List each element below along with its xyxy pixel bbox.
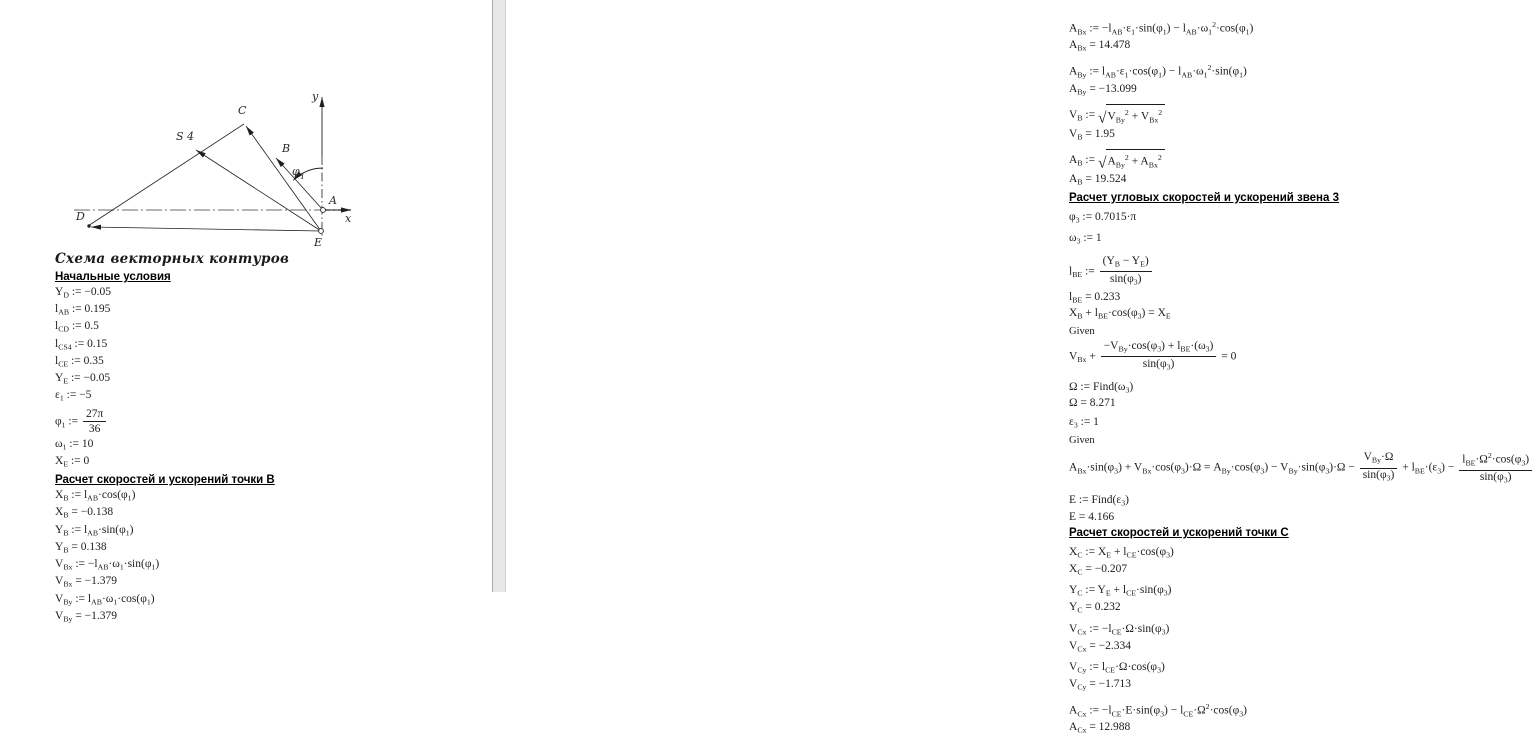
math-region[interactable]: $V_{Cy} = -1.713$ [1069, 678, 1132, 692]
x-axis-label: x [345, 212, 352, 225]
math-region[interactable]: $V_{By}$ := $l_{AB}\cdot\omega_1\cdot\cos(\varphi_1)$ [55, 592, 155, 607]
math-region[interactable]: $Y_D$ := −0.05 [55, 286, 112, 300]
section-header[interactable]: Начальные условия [55, 271, 171, 283]
y-axis-label: y [312, 90, 319, 103]
math-region[interactable]: Ω := $Find(\omega_3)$ [1069, 380, 1134, 395]
math-region[interactable]: $Y_B$ := $l_{AB}\cdot\sin(\varphi_1)$ [55, 523, 134, 538]
math-region[interactable]: $l_{BE} = 0.233$ [1069, 290, 1121, 305]
point-s4-label: S 4 [176, 130, 195, 143]
diagram-caption: Схема векторных контуров [55, 251, 290, 267]
math-region[interactable]: $l_{CD}$ := 0.5 [55, 320, 99, 335]
math-region[interactable]: $V_{Cx} = -2.334$ [1069, 639, 1132, 654]
math-region[interactable]: $V_{By} = -1.379$ [55, 609, 118, 624]
solve-block-keyword[interactable]: Given [1069, 434, 1095, 446]
phi1-label: φ [292, 165, 300, 178]
math-region[interactable]: $X_B = -0.138$ [55, 506, 114, 521]
phi1-subscript-label: 1 [300, 172, 306, 181]
math-region[interactable]: $l_{BE}$ := $\frac{(Y_B - Y_E)}{\sin(\varphi_3)}$ [1069, 254, 1503, 289]
math-region[interactable]: $V_{Bx}$ + $\frac{-V_{By}\cdot\cos(\varphi_3) + l_{BE}\cdot(\omega_3)}{\sin(\varphi_3)}$ = 0 [1069, 340, 1237, 372]
right-page [506, 0, 1530, 735]
math-region[interactable]: $Y_B = 0.138$ [55, 540, 107, 555]
math-region[interactable]: E = 4.166 [1069, 510, 1115, 523]
section-header[interactable]: Расчет угловых скоростей и ускорений звена 3 [1069, 191, 1339, 204]
joint-e-circle [319, 229, 324, 234]
math-region[interactable]: $V_{Bx}$ := $-l_{AB}\cdot\omega_1\cdot\sin(\varphi_1)$ [55, 558, 160, 572]
math-region[interactable]: $V_B = 1.95$ [1069, 127, 1115, 142]
math-region[interactable]: $l_{AB}$ := 0.195 [55, 303, 111, 317]
left-math-column [55, 268, 485, 627]
vector-es4-line [196, 150, 321, 231]
math-region[interactable]: $\varepsilon_3$ := 1 [1069, 416, 1099, 430]
right-math-column [1069, 12, 1530, 738]
math-region[interactable]: $\varphi_1$ := $\frac{27\pi}{36}$ [55, 407, 485, 437]
mechanism-diagram [52, 86, 372, 258]
diagram-svg [52, 86, 372, 258]
math-region[interactable]: E := $Find(\varepsilon_3)$ [1069, 494, 1129, 508]
math-region[interactable]: $Y_C = 0.232$ [1069, 601, 1121, 615]
joint-a-circle [321, 208, 326, 213]
left-page [0, 0, 492, 624]
math-region[interactable]: $V_B$ := $√V_{By}^2 + V_{Bx}^2$ [1069, 104, 1503, 126]
math-region[interactable]: $A_{Bx}\cdot\sin(\varphi_3) + V_{Bx}\cdot\cos(\varphi_3)\cdot\Omega = A_{By}\cdot\cos(\varphi_3) - V_{By}\cdot\sin(\varphi_3)\cdot\Omega$ − $\frac{V_{By}\cdot\Omega}{\sin(\varphi_3)}$ + $l_{BE}\cdot(\varepsilon_3)$ − $\frac{l_{BE}\cdot\Omega^2\cdot\cos(\varphi_3)}{\sin(\varphi_3)}$ [1069, 448, 1503, 488]
page-divider [492, 0, 506, 592]
math-region[interactable]: $l_{CE}$ := 0.35 [55, 354, 104, 369]
point-b-label: B [282, 142, 291, 155]
section-header[interactable]: Расчет скоростей и ускорений точки C [1069, 526, 1289, 539]
link-ed-line [91, 227, 321, 231]
math-region[interactable]: $Y_E$ := −0.05 [55, 372, 111, 386]
math-region[interactable]: $A_{Cx}$ := $-l_{CE}\cdot E\cdot\sin(\varphi_3) - l_{CE}\cdot\Omega^2\cdot\cos(\varphi_3)$ [1069, 701, 1247, 719]
math-region[interactable]: $\omega_3$ := 1 [1069, 232, 1102, 247]
point-e-label: E [314, 236, 323, 249]
solve-block-keyword[interactable]: Given [1069, 326, 1095, 338]
math-region[interactable]: $X_E$ := 0 [55, 455, 90, 470]
math-region[interactable]: $\omega_1$ := 10 [55, 438, 94, 452]
math-region[interactable]: $A_{Bx} = 14.478$ [1069, 39, 1131, 54]
math-region[interactable]: $V_{Bx} = -1.379$ [55, 575, 118, 590]
math-region[interactable]: $A_B = 19.524$ [1069, 172, 1127, 187]
math-region[interactable]: $X_B + l_{BE}\cdot\cos(\varphi_3) = X_E$ [1069, 307, 1171, 322]
math-region[interactable]: $X_C$ := $X_E + l_{CE}\cdot\cos(\varphi_3)$ [1069, 545, 1174, 560]
math-region[interactable]: $V_{Cy}$ := $l_{CE}\cdot\Omega\cdot\cos(\varphi_3)$ [1069, 661, 1165, 675]
joint-d-dot [87, 224, 90, 227]
math-region[interactable]: $A_{By}$ := $l_{AB}\cdot\varepsilon_1\cdot\cos(\varphi_1) - l_{AB}\cdot\omega_1^2\cdot\sin(\varphi_1)$ [1069, 63, 1247, 80]
math-region[interactable]: $\varphi_3$ := 0.7015·π [1069, 210, 1137, 225]
math-region[interactable]: $X_B$ := $l_{AB}\cdot\cos(\varphi_1)$ [55, 489, 136, 503]
math-region[interactable]: $Y_C$ := $Y_E + l_{CE}\cdot\sin(\varphi_3)$ [1069, 584, 1172, 599]
math-region[interactable]: $A_B$ := $√A_{By}^2 + A_{Bx}^2$ [1069, 149, 1503, 171]
math-region[interactable]: $l_{CS4}$ := 0.15 [55, 337, 108, 352]
point-a-label: A [329, 194, 337, 207]
point-d-label: D [76, 210, 85, 223]
section-header[interactable]: Расчет скоростей и ускорений точки B [55, 474, 275, 487]
math-region[interactable]: $A_{By} = -13.099$ [1069, 82, 1137, 97]
math-region[interactable]: $V_{Cx}$ := $-l_{CE}\cdot\Omega\cdot\sin(\varphi_3)$ [1069, 622, 1170, 637]
math-region[interactable]: $X_C = -0.207$ [1069, 562, 1128, 577]
point-c-label: C [238, 104, 247, 117]
math-region[interactable]: $A_{Bx}$ := $-l_{AB}\cdot\varepsilon_1\cdot\sin(\varphi_1) - l_{AB}\cdot\omega_1^2\cdot\cos(\varphi_1)$ [1069, 20, 1254, 37]
math-region[interactable]: Ω = 8.271 [1069, 397, 1116, 410]
math-region[interactable]: $\varepsilon_1$ := −5 [55, 389, 92, 404]
math-region[interactable]: $A_{Cx} = 12.988$ [1069, 721, 1131, 735]
